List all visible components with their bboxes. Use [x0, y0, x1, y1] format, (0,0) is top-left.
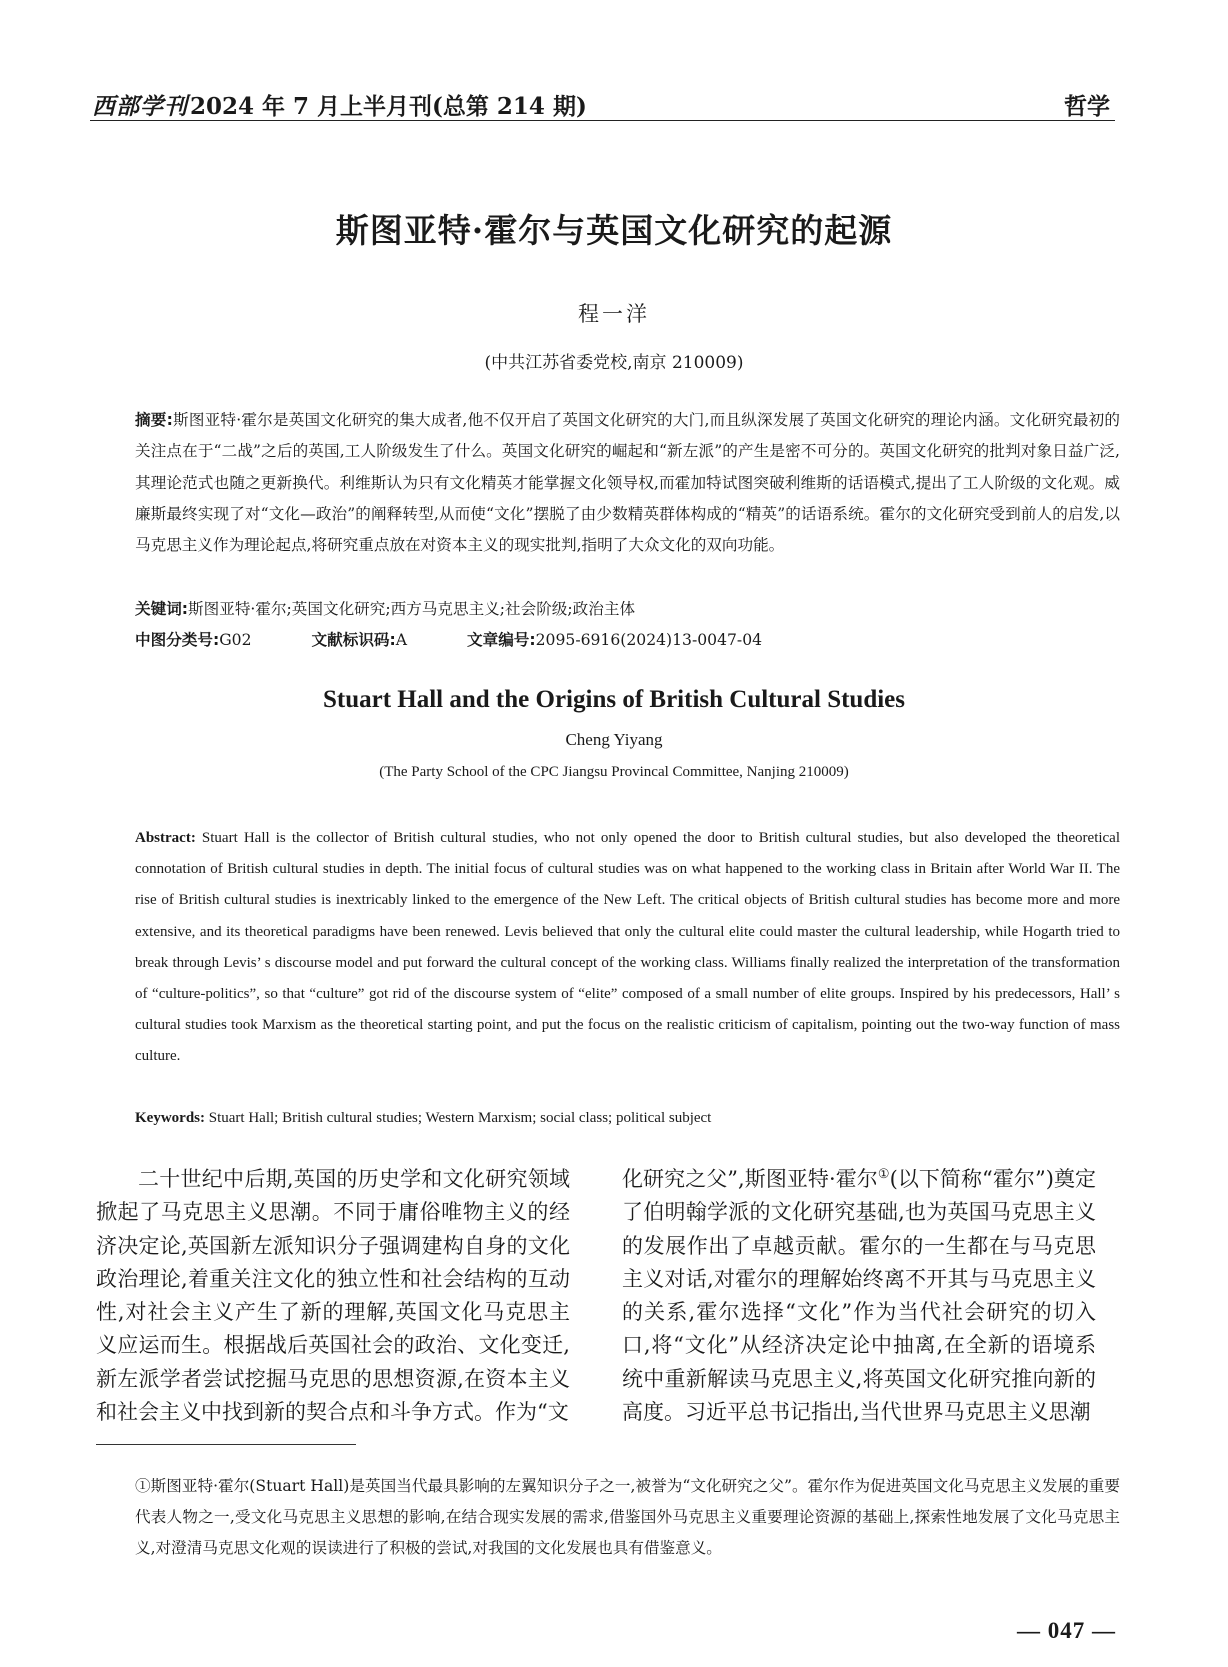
footnote-marker[interactable]: ① [877, 1167, 890, 1182]
header-rule [90, 120, 1115, 121]
journal-header [92, 88, 587, 121]
body-right-text-rest: (以下简称“霍尔”)奠定了伯明翰学派的文化研究基础,也为英国马克思主义的发展作出了卓越贡献。霍尔的一生都在与马克思主义对话,对霍尔的理解始终离不开其与马克思主义的关系,霍尔选择“文化”作为当代社会研究的切入口,将“文化”从经济决定论中抽离,在全新的语境系统中重新解读马克思主义,将英国文化研究推向新的高度。习近平总书记指出,当代世界马克思主义思潮 [622, 1167, 1096, 1425]
body-left-column: 二十世纪中后期,英国的历史学和文化研究领域掀起了马克思主义思潮。不同于庸俗唯物主义的经济决定论,英国新左派知识分子强调建构自身的文化政治理论,着重关注文化的独立性和社会结构的互动性,对社会主义产生了新的理解,英国文化马克思主义应运而生。根据战后英国社会的政治、文化变迁,新左派学者尝试挖掘马克思的思想资源,在资本主义和社会主义中找到新的契合点和斗争方式。作为“文 [96, 1167, 570, 1425]
english-keywords-text: Stuart Hall; British cultural studies; Western Marxism; social class; political subject [208, 1110, 712, 1126]
chinese-keywords-text: 斯图亚特·霍尔;英国文化研究;西方马克思主义;社会阶级;政治主体 [188, 600, 636, 618]
page-number: — 047 — [1017, 1618, 1116, 1643]
issue-info: 2024 年 7 月上半月刊(总第 214 期) [190, 93, 587, 120]
chinese-abstract-label: 摘要: [135, 411, 173, 429]
clc-value: G02 [219, 631, 252, 649]
chinese-abstract [135, 405, 1120, 561]
footnote-rule [96, 1444, 356, 1445]
chinese-abstract-text: 斯图亚特·霍尔是英国文化研究的集大成者,他不仅开启了英国文化研究的大门,而且纵深发展了英国文化研究的理论内涵。文化研究最初的关注点在于“二战”之后的英国,工人阶级发生了什么。英国文化研究的崛起和“新左派”的产生是密不可分的。英国文化研究的批判对象日益广泛,其理论范式也随之更新换代。利维斯认为只有文化精英才能掌握文化领导权,而霍加特试图突破利维斯的话语模式,提出了工人阶级的文化观。威廉斯最终实现了对“文化—政治”的阐释转型,从而使“文化”摆脱了由少数精英群体构成的“精英”的话语系统。霍尔的文化研究受到前人的启发,以马克思主义作为理论起点,将研究重点放在对资本主义的现实批判,指明了大众文化的双向功能。 [135, 411, 1120, 555]
chinese-keywords [135, 594, 1120, 625]
chinese-keywords-label: 关键词: [135, 600, 189, 618]
body-right-column [622, 1163, 1096, 1429]
english-affiliation: (The Party School of the CPC Jiangsu Provincal Committee, Nanjing 210009) [379, 764, 849, 780]
article-no-value: 2095-6916(2024)13-0047-04 [535, 631, 763, 649]
article-no-label: 文章编号: [467, 631, 536, 649]
classification-line [135, 625, 1120, 656]
chinese-author: 程一洋 [578, 302, 650, 326]
journal-logo: 西部学刊 [92, 93, 188, 120]
chinese-title: 斯图亚特·霍尔与英国文化研究的起源 [335, 211, 893, 250]
body-right-text-start: 化研究之父”,斯图亚特·霍尔 [622, 1167, 878, 1191]
chinese-affiliation: (中共江苏省委党校,南京 210009) [484, 353, 744, 373]
english-keywords-label: Keywords: [135, 1110, 205, 1126]
section-label: 哲学 [1064, 93, 1110, 120]
english-abstract-label: Abstract: [135, 830, 196, 846]
doc-code-label: 文献标识码: [311, 631, 396, 649]
english-author: Cheng Yiyang [565, 730, 663, 749]
footnote-text: ①斯图亚特·霍尔(Stuart Hall)是英国当代最具影响的左翼知识分子之一,被誉为“文化研究之父”。霍尔作为促进英国文化马克思主义发展的重要代表人物之一,受文化马克思主义思想的影响,在结合现实发展的需求,借鉴国外马克思主义重要理论资源的基础上,探索性地发展了文化马克思主义,对澄清马克思文化观的误读进行了积极的尝试,对我国的文化发展也具有借鉴意义。 [135, 1477, 1120, 1557]
english-abstract [135, 823, 1120, 1073]
clc-label: 中图分类号: [135, 631, 220, 649]
english-keywords [135, 1103, 1120, 1134]
doc-code-value: A [395, 631, 408, 649]
english-abstract-text: Stuart Hall is the collector of British cultural studies, who not only opened the door to British cultural studies, but also developed the theoretical connotation of British cultural studies in depth. The initial focus of cultural studies was on what happened to the working class in Britain after World War II. The rise of British cultural studies is inextricably linked to the emergence of the New Left. The critical objects of British cultural studies has become more and more extensive, and its theoretical paradigms have been renewed. Levis believed that only the cultural elite could master the cultural leadership, while Hogarth tried to break through Levis’ s discourse model and put forward the cultural concept of the working class. Williams finally realized the interpretation of the transformation of “culture-politics”, so that “culture” got rid of the discourse system of “elite” composed of a small number of elite groups. Inspired by his predecessors, Hall’ s cultural studies took Marxism as the theoretical starting point, and put the focus on the realistic criticism of capitalism, pointing out the two-way function of mass culture. [135, 830, 1121, 1065]
english-title: Stuart Hall and the Origins of British Cultural Studies [322, 686, 906, 713]
